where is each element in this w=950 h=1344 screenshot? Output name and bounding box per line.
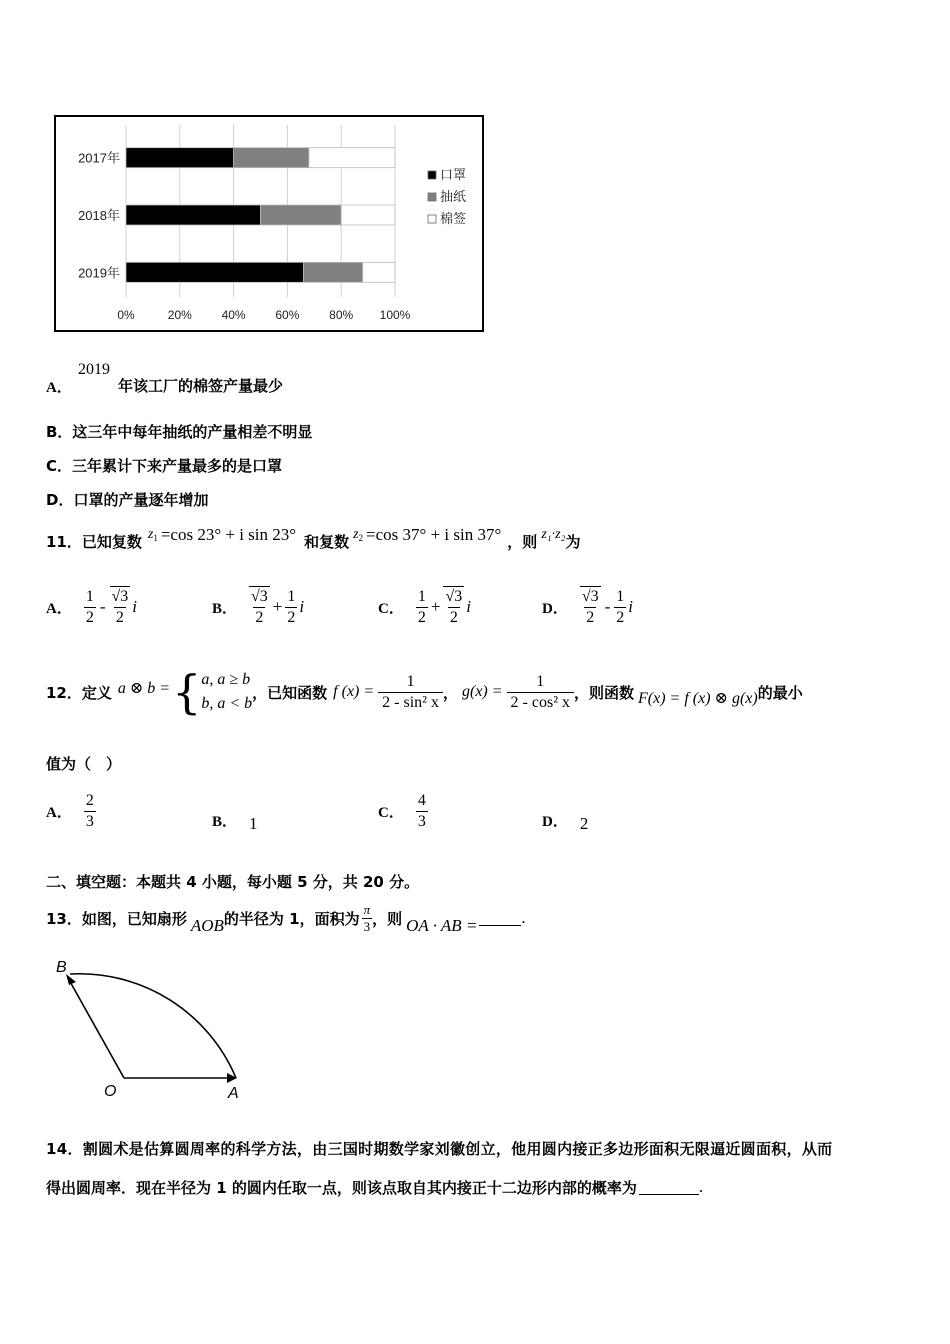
numerator: π (363, 901, 371, 917)
q12-tail: 的最小 (757, 683, 803, 702)
imaginary-unit: i (299, 597, 305, 616)
y-category-label: 2019年 (78, 265, 120, 281)
numerator: 1 (85, 587, 94, 605)
q12-option-c (378, 786, 428, 836)
imaginary-unit: i (132, 597, 138, 616)
label-b: B (56, 959, 67, 976)
q12-known: ，已知函数 (252, 683, 328, 702)
q11-z1-sub: 1 (153, 533, 158, 543)
numerator: 4 (417, 791, 426, 809)
q11-then: ，则 (507, 532, 538, 551)
piecewise-cases (201, 668, 252, 716)
label-o: O (104, 1083, 117, 1100)
bar-segment (309, 148, 395, 168)
q14-line2 (46, 1176, 703, 1198)
q12-option-label: D． (542, 813, 568, 830)
stacked-bar-chart (54, 115, 484, 333)
bar-segment (363, 262, 395, 282)
q10-option-a-year: 2019 (78, 361, 110, 378)
numerator: 1 (406, 672, 415, 690)
option-value: 1 (249, 814, 258, 833)
numerator: 1 (536, 672, 545, 690)
numerator: √3 (251, 588, 268, 605)
q11-option-label: B． (212, 600, 238, 617)
option-value: 2 (579, 814, 589, 833)
fraction (443, 586, 464, 628)
legend-label: 棉签 (440, 211, 467, 226)
numerator: 1 (616, 587, 625, 605)
denominator: 3 (363, 918, 371, 934)
bar-segment (304, 262, 363, 282)
q12-f-lhs: f (x) = (333, 683, 375, 700)
q10-option-d: D．口罩的产量逐年增加 (46, 491, 209, 509)
q12-F: F(x) = f (x) ⊗ g(x) (638, 690, 758, 707)
denominator: 2 (85, 608, 94, 626)
q11-and: 和复数 (304, 532, 350, 551)
denominator: 2 (616, 608, 625, 626)
q12-option-label: A． (46, 804, 72, 821)
q11-z1: z (147, 527, 154, 542)
x-tick-label: 80% (329, 308, 354, 322)
q12-option-label: C． (378, 804, 404, 821)
x-tick-label: 0% (117, 308, 135, 322)
imaginary-unit: i (628, 597, 634, 616)
q11-z2-expr: =cos 37° + i sin 37° (366, 525, 502, 544)
numerator: 2 (85, 791, 94, 809)
q11-z2-sub: 2 (358, 533, 364, 543)
bar-segment (126, 262, 304, 282)
q11-option-b (212, 582, 304, 632)
q13-pre: 13．如图，已知扇形 (46, 909, 187, 928)
q12-g-lhs: g(x) = (461, 683, 503, 700)
numerator: 1 (287, 587, 296, 605)
fraction (110, 586, 131, 628)
denominator: 2 (287, 608, 296, 626)
answer-blank[interactable] (639, 1180, 699, 1195)
operator: - (99, 597, 106, 616)
q13-stem (46, 896, 526, 940)
q11-option-a (46, 582, 137, 632)
operator: - (604, 597, 611, 616)
denominator: 2 - cos² x (507, 692, 574, 713)
q10-option-c: C．三年累计下来产量最多的是口罩 (46, 457, 283, 475)
area-fraction (362, 902, 373, 935)
label-a: A (228, 1085, 239, 1102)
bar-segment (126, 148, 234, 168)
q14-line1: 14．割圆术是估算圆周率的科学方法，由三国时期数学家刘徽创立，他用圆内接正多边形面积无限逼近圆面积，从而 (46, 1140, 833, 1158)
legend-swatch (428, 215, 436, 223)
numerator: √3 (111, 588, 129, 605)
x-tick-label: 20% (167, 308, 192, 322)
left-brace: { (172, 665, 202, 719)
chart-canvas (54, 115, 484, 333)
fraction (84, 791, 96, 832)
imaginary-unit: i (466, 597, 471, 616)
legend-swatch (428, 171, 436, 179)
arrow-head-b (66, 974, 76, 985)
fraction (614, 587, 626, 628)
fraction (416, 791, 428, 832)
denominator: 2 (417, 608, 426, 626)
q11-end: 为 (565, 532, 581, 551)
q13-mid: 的半径为 1，面积为 (223, 909, 360, 928)
numerator: 1 (417, 587, 426, 605)
q11-z2: z (353, 527, 359, 542)
denominator: 2 - sin² x (378, 692, 443, 713)
bar-segment (126, 205, 261, 225)
q11-number: 11．已知复数 (46, 532, 142, 551)
operator: + (430, 597, 441, 616)
q14-period: . (698, 1177, 704, 1196)
q13-aob: AOB (190, 916, 224, 935)
numerator: √3 (445, 588, 463, 605)
q11-product: z₁·z₂ (541, 527, 566, 542)
legend-swatch (428, 193, 436, 201)
q12-option-a (46, 786, 96, 836)
sector-figure (50, 952, 250, 1102)
y-category-label: 2017年 (78, 150, 120, 166)
q10-option-a-text: 年该工厂的棉签产量最少 (118, 377, 284, 395)
fraction (249, 586, 270, 628)
denominator: 2 (449, 609, 458, 626)
q13-then: ，则 (372, 909, 403, 928)
numerator: √3 (581, 588, 599, 605)
g-fraction (507, 672, 574, 713)
q12-number: 12．定义 (46, 683, 112, 702)
q12-stem (46, 664, 803, 720)
f-fraction (378, 672, 443, 713)
q12-option-label: B． (212, 813, 238, 830)
x-tick-label: 40% (221, 308, 246, 322)
q11-option-c (378, 582, 471, 632)
q10-option-a-label: A． (46, 380, 72, 396)
bar-segment (261, 205, 342, 225)
q12-def-lhs: a ⊗ b = (117, 680, 171, 697)
denominator: 2 (586, 609, 595, 626)
bar-segment (341, 205, 395, 225)
answer-blank[interactable] (479, 911, 521, 926)
q11-option-label: C． (378, 600, 404, 617)
y-category-label: 2018年 (78, 208, 120, 223)
fraction (416, 587, 428, 628)
radius-ob (68, 978, 124, 1078)
q14-line2-text: 得出圆周率．现在半径为 1 的圆内任取一点，则该点取自其内接正十二边形内部的概率为 (46, 1178, 637, 1197)
case-2: b, a < b (201, 695, 253, 712)
denominator: 3 (417, 812, 426, 830)
denominator: 3 (85, 812, 94, 830)
operator: + (272, 597, 283, 616)
case-1: a, a ≥ b (201, 671, 251, 688)
q11-z1-expr: =cos 23° + i sin 23° (160, 525, 297, 544)
bar-segment (234, 148, 309, 168)
q11-option-label: D． (542, 600, 568, 617)
q10-option-b: B．这三年中每年抽纸的产量相差不明显 (46, 423, 313, 441)
denominator: 2 (115, 609, 124, 626)
q13-period: . (521, 908, 526, 927)
q11-option-label: A． (46, 600, 72, 617)
fraction (285, 587, 297, 628)
denominator: 2 (255, 609, 264, 626)
x-tick-label: 100% (379, 308, 411, 322)
section-heading: 二、填空题：本题共 4 小题，每小题 5 分，共 20 分。 (46, 873, 420, 891)
q11-option-d (542, 582, 633, 632)
q12-option-b (212, 800, 258, 840)
legend-label: 抽纸 (440, 189, 467, 204)
q12-line2: 值为（ ） (46, 755, 122, 773)
x-tick-label: 60% (275, 308, 300, 322)
q13-expr: OA · AB = (406, 916, 478, 935)
q12-comma: ， (442, 683, 458, 702)
q11-stem (46, 524, 580, 558)
legend-label: 口罩 (440, 167, 467, 182)
fraction (84, 587, 96, 628)
q12-option-d (542, 800, 588, 840)
fraction (580, 586, 601, 628)
arrow-head-a (227, 1073, 237, 1083)
q12-then: ，则函数 (574, 683, 635, 702)
